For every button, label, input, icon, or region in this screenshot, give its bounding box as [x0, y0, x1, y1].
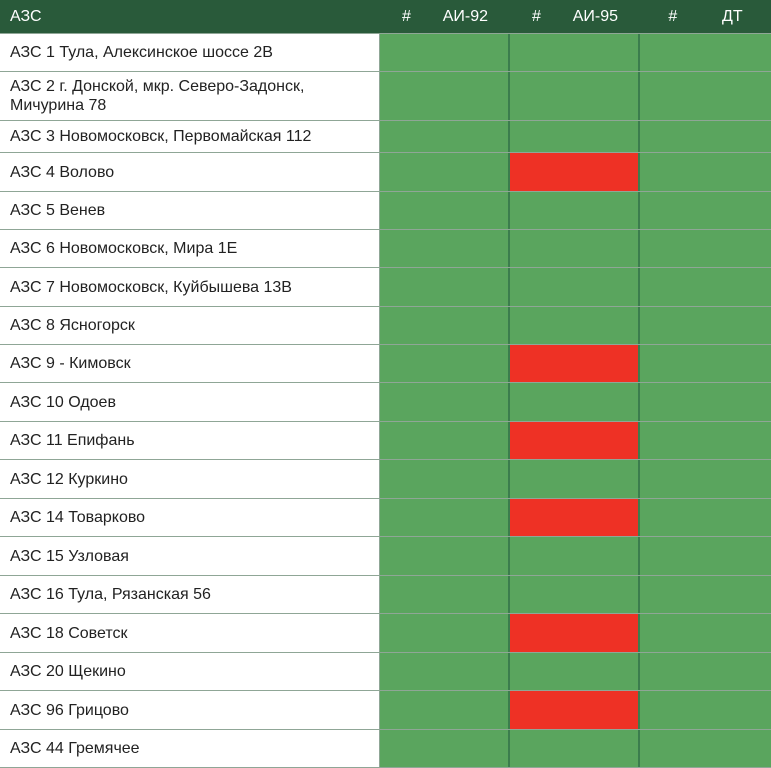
fuel-status-ai95: [510, 460, 640, 498]
fuel-status-ai95: [510, 653, 640, 690]
station-name: АЗС 15 Узловая: [0, 537, 380, 575]
station-name: АЗС 3 Новомосковск, Первомайская 112: [0, 121, 380, 152]
station-name: АЗС 9 - Кимовск: [0, 345, 380, 382]
fuel-status-dt: [640, 268, 771, 306]
fuel-status-dt: [640, 499, 771, 536]
fuel-status-ai92: [380, 72, 510, 120]
fuel-status-dt: [640, 153, 771, 191]
station-name: АЗС 7 Новомосковск, Куйбышева 13В: [0, 268, 380, 306]
fuel-status-dt: [640, 422, 771, 459]
fuel-status-ai92: [380, 192, 510, 229]
fuel-status-ai95: [510, 268, 640, 306]
fuel-status-dt: [640, 691, 771, 729]
fuel-status-ai95: [510, 230, 640, 267]
fuel-status-dt: [640, 576, 771, 613]
fuel-status-dt: [640, 653, 771, 690]
station-name: АЗС 96 Грицово: [0, 691, 380, 729]
table-row: [0, 730, 771, 768]
fuel-status-dt: [640, 614, 771, 652]
station-name: АЗС 18 Советск: [0, 614, 380, 652]
table-row: [0, 121, 771, 153]
fuel-status-ai95: [510, 121, 640, 152]
fuel-status-ai95: [510, 307, 640, 344]
fuel-status-ai92: [380, 537, 510, 575]
header-station: АЗС: [10, 7, 42, 25]
fuel-status-dt: [640, 345, 771, 382]
station-name: АЗС 16 Тула, Рязанская 56: [0, 576, 380, 613]
table-row: [0, 422, 771, 460]
fuel-status-ai92: [380, 460, 510, 498]
station-name: АЗС 20 Щекино: [0, 653, 380, 690]
header-fuel-dt: [640, 0, 771, 33]
fuel-status-dt: [640, 537, 771, 575]
station-name: АЗС 1 Тула, Алексинское шоссе 2В: [0, 34, 380, 71]
fuel-status-ai92: [380, 345, 510, 382]
header-fuel-label: АИ-92: [442, 7, 489, 25]
station-name: АЗС 14 Товарково: [0, 499, 380, 536]
fuel-status-dt: [640, 72, 771, 120]
fuel-status-dt: [640, 383, 771, 421]
header-hash: #: [531, 7, 541, 25]
fuel-status-dt: [640, 460, 771, 498]
header-fuel-label: ДТ: [722, 7, 743, 25]
table-row: [0, 383, 771, 422]
fuel-status-ai95: [510, 499, 640, 536]
fuel-status-ai95: [510, 576, 640, 613]
fuel-status-ai95: [510, 730, 640, 767]
table-row: [0, 192, 771, 230]
fuel-status-ai95: [510, 153, 640, 191]
fuel-status-ai92: [380, 653, 510, 690]
station-name: АЗС 5 Венев: [0, 192, 380, 229]
fuel-status-ai95: [510, 614, 640, 652]
table-row: [0, 268, 771, 307]
fuel-status-ai92: [380, 691, 510, 729]
fuel-status-dt: [640, 121, 771, 152]
fuel-status-ai95: [510, 691, 640, 729]
fuel-status-ai95: [510, 537, 640, 575]
station-name: АЗС 11 Епифань: [0, 422, 380, 459]
header-fuel-ai92: [380, 0, 510, 33]
fuel-status-ai92: [380, 307, 510, 344]
table-row: [0, 576, 771, 614]
station-name: АЗС 4 Волово: [0, 153, 380, 191]
fuel-status-ai95: [510, 383, 640, 421]
table-row: [0, 460, 771, 499]
fuel-status-dt: [640, 307, 771, 344]
table-row: [0, 345, 771, 383]
fuel-status-dt: [640, 230, 771, 267]
station-name: АЗС 2 г. Донской, мкр. Северо-Задонск, Мичурина 78: [0, 72, 380, 120]
fuel-status-ai92: [380, 121, 510, 152]
fuel-status-ai92: [380, 153, 510, 191]
fuel-status-ai95: [510, 192, 640, 229]
station-name: АЗС 44 Гремячее: [0, 730, 380, 767]
table-header: [0, 0, 771, 33]
fuel-status-ai92: [380, 230, 510, 267]
fuel-status-ai92: [380, 499, 510, 536]
table-row: [0, 34, 771, 72]
table-row: [0, 499, 771, 537]
header-hash: #: [401, 7, 411, 25]
fuel-status-ai95: [510, 34, 640, 71]
table-row: [0, 537, 771, 576]
header-fuel-ai95: [510, 0, 640, 33]
table-row: [0, 307, 771, 345]
fuel-status-ai95: [510, 345, 640, 382]
table-row: [0, 691, 771, 730]
station-name: АЗС 8 Ясногорск: [0, 307, 380, 344]
fuel-status-dt: [640, 34, 771, 71]
table-row: [0, 614, 771, 653]
header-fuel-label: АИ-95: [572, 7, 619, 25]
table-row: [0, 653, 771, 691]
fuel-status-ai92: [380, 730, 510, 767]
station-name: АЗС 12 Куркино: [0, 460, 380, 498]
fuel-status-ai92: [380, 383, 510, 421]
fuel-status-ai92: [380, 34, 510, 71]
fuel-status-ai95: [510, 422, 640, 459]
fuel-status-ai95: [510, 72, 640, 120]
station-name: АЗС 10 Одоев: [0, 383, 380, 421]
fuel-status-ai92: [380, 576, 510, 613]
fuel-status-dt: [640, 192, 771, 229]
table-row: [0, 72, 771, 121]
fuel-status-ai92: [380, 614, 510, 652]
station-name: АЗС 6 Новомосковск, Мира 1Е: [0, 230, 380, 267]
fuel-status-dt: [640, 730, 771, 767]
station-rows: [0, 33, 771, 768]
fuel-status-ai92: [380, 422, 510, 459]
header-hash: #: [668, 7, 678, 25]
fuel-status-ai92: [380, 268, 510, 306]
table-row: [0, 230, 771, 268]
table-row: [0, 153, 771, 192]
